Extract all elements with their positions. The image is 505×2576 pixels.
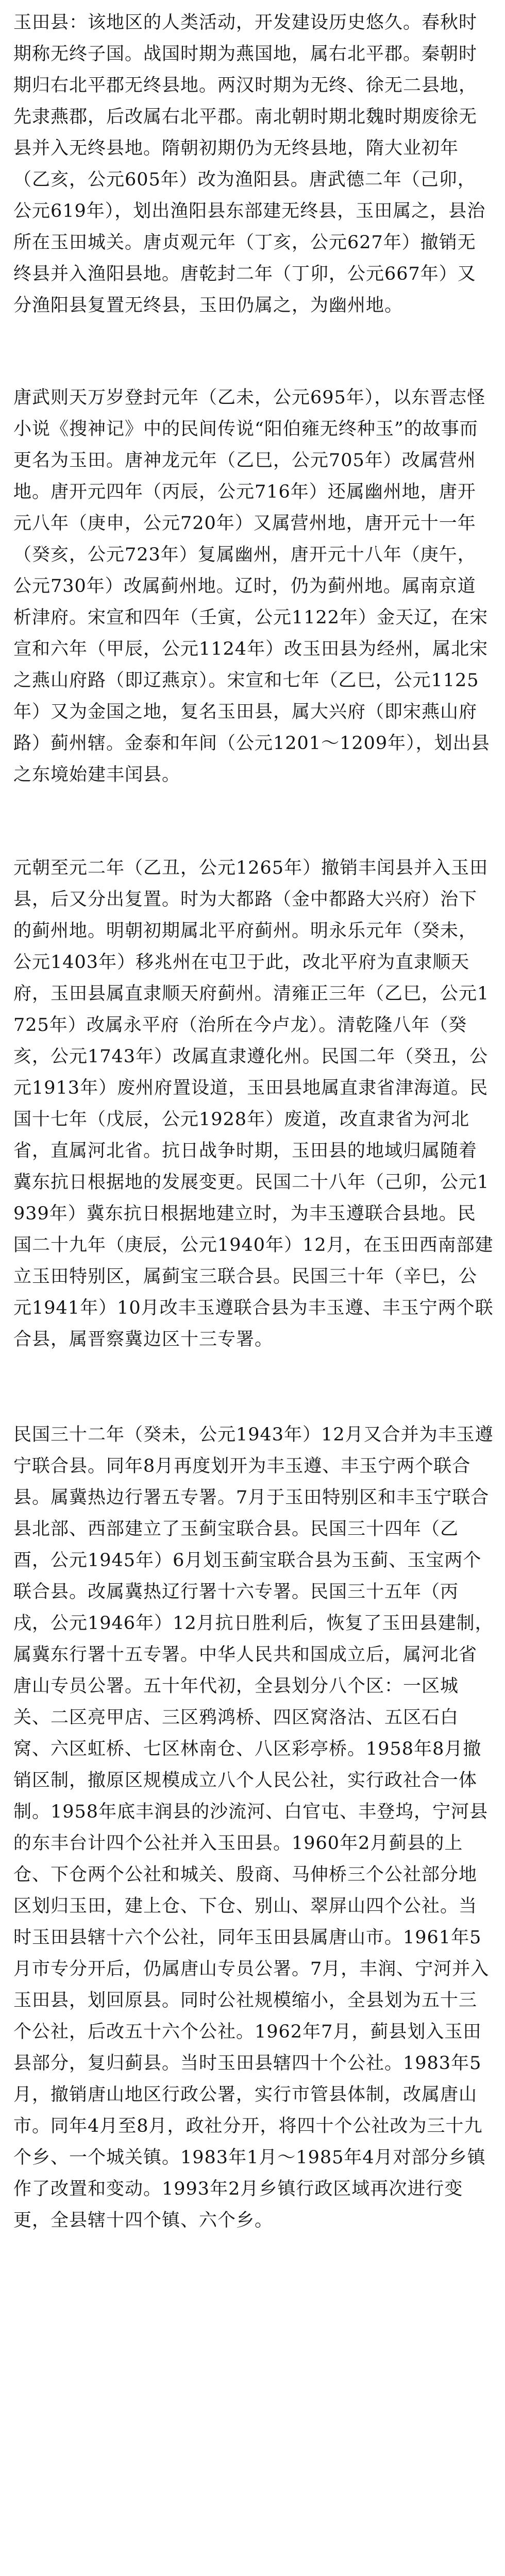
history-paragraph-3: 元朝至元二年（乙丑，公元1265年）撤销丰闰县并入玉田县，后又分出复置。时为大都路（金中都路大兴府）治下的蓟州地。明朝初期属北平府蓟州。明永乐元年（癸未，公元1403年）移兆州在屯卫于此，改北平府为直隶顺天府，玉田县属直隶顺天府蓟州。清雍正三年（乙巳，公元1725年）改属永平府（治所在今卢龙）。清乾隆八年（癸亥，公元1743年）改属直隶遵化州。民国二年（癸丑，公元1913年）废州府置设道，玉田县地属直隶省津海道。民国十七年（戊辰，公元1928年）废道，改直隶省为河北省，直属河北省。抗日战争时期，玉田县的地域归属随着冀东抗日根据地的发展变更。民国二十八年（己卯，公元1939年）冀东抗日根据地建立时，为丰玉遵联合县地。民国二十九年（庚辰，公元1940年）12月，在玉田西南部建立玉田特别区，属蓟宝三联合县。民国三十年（辛巳，公元1941年）10月改丰玉遵联合县为丰玉遵、丰玉宁两个联合县，属晋察冀边区十三专署。 bbox=[13, 858, 494, 1350]
history-paragraph-2: 唐武则天万岁登封元年（乙未，公元695年），以东晋志怪小说《搜神记》中的民间传说“阳伯雍无终种玉”的故事而更名为玉田。唐神龙元年（乙巳，公元705年）改属营州地。唐开元四年（丙辰，公元716年）还属幽州地，唐开元八年（庚申，公元720年）又属营州地，唐开元十一年（癸亥，公元723年）复属幽州，唐开元十八年（庚午，公元730年）改属蓟州地。辽时，仍为蓟州地。属南京道析津府。宋宣和四年（壬寅，公元1122年）金天辽，在宋宣和六年（甲辰，公元1124年）改玉田县为经州，属北宋之燕山府路（即辽燕京）。宋宣和七年（乙巳，公元1125年）又为金国之地，复名玉田县，属大兴府（即宋燕山府路）蓟州辖。金泰和年间（公元1201～1209年），划出县之东境始建丰闰县。 bbox=[13, 387, 490, 785]
history-paragraph-4: 民国三十二年（癸未，公元1943年）12月又合并为丰玉遵宁联合县。同年8月再度划开为丰玉遵、丰玉宁两个联合县。属冀热边行署五专署。7月于玉田特别区和丰玉宁联合县北部、西部建立了玉蓟宝联合县。民国三十四年（乙酉，公元1945年）6月划玉蓟宝联合县为玉蓟、玉宝两个联合县。改属冀热辽行署十六专署。民国三十五年（丙戌，公元1946年）12月抗日胜利后，恢复了玉田县建制，属冀东行署十五专署。中华人民共和国成立后，属河北省唐山专员公署。五十年代初，全县划分八个区：一区城关、二区亮甲店、三区鸦鸿桥、四区窝洛沽、五区石白窝、六区虹桥、七区林南仓、八区彩亭桥。1958年8月撤销区制，撤原区规模成立八个人民公社，实行政社合一体制。1958年底丰润县的沙流河、白官屯、丰登坞，宁河县的东丰台计四个公社并入玉田县。1960年2月蓟县的上仓、下仓两个公社和城关、殷商、马伸桥三个公社部分地区划归玉田，建上仓、下仓、别山、翠屏山四个公社。当时玉田县辖十六个公社，同年玉田县属唐山市。1961年5月市专分开后，仍属唐山专员公署。7月，丰润、宁河并入玉田县，划回原县。同时公社规模缩小，全县划为五十三个公社，后改五十六个公社。1962年7月，蓟县划入玉田县部分，复归蓟县。当时玉田县辖四十个公社。1983年5月，撤销唐山地区行政公署，实行市管县体制，改属唐山市。同年4月至8月，政社分开，将四十个公社改为三十九个乡、一个城关镇。1983年1月～1985年4月对部分乡镇作了改置和变动。1993年2月乡镇行政区域再次进行变更，全县辖十四个镇、六个乡。 bbox=[13, 1425, 494, 2231]
history-paragraph-1: 玉田县：该地区的人类活动，开发建设历史悠久。春秋时期称无终子国。战国时期为燕国地，属右北平郡。秦朝时期归右北平郡无终县地。两汉时期为无终、徐无二县地，先隶燕郡，后改属右北平郡。南北朝时期北魏时期废徐无县并入无终县地。隋朝初期仍为无终县地，隋大业初年（乙亥，公元605年）改为渔阳县。唐武德二年（己卯，公元619年），划出渔阳县东部建无终县，玉田属之，县治所在玉田城关。唐贞观元年（丁亥，公元627年）撤销无终县并入渔阳县地。唐乾封二年（丁卯，公元667年）又分渔阳县复置无终县，玉田仍属之，为幽州地。 bbox=[13, 12, 486, 316]
